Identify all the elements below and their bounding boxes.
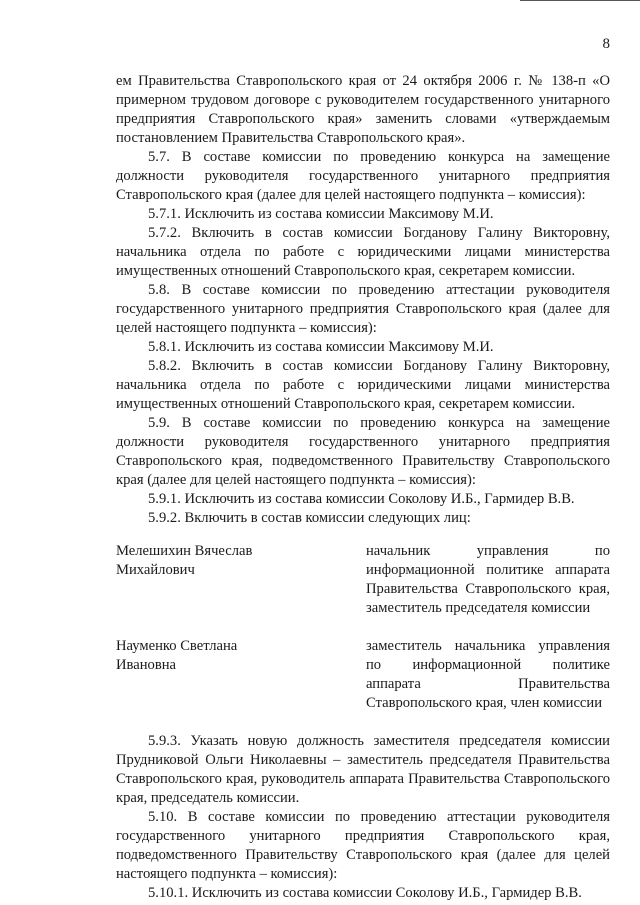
paragraph: 5.8.2. Включить в состав комиссии Богданову Галину Викторовну, начальника отдела по работе с юридическими лицами министерства имущественных отношений Ставропольского края, секретарем комиссии. xyxy=(116,358,610,412)
member-name-line: Михайлович xyxy=(116,562,195,578)
member-name xyxy=(116,542,326,618)
top-edge-line xyxy=(520,0,640,2)
paragraph: 5.8. В составе комиссии по проведению аттестации руководителя государственного унитарного предприятия Ставропольского края (далее для целей настоящего подпункта – комиссия): xyxy=(116,282,610,336)
paragraph: 5.8.1. Исключить из состава комиссии Максимову М.И. xyxy=(148,339,494,355)
member-name-line: Науменко Светлана xyxy=(116,638,238,654)
member-name-line: Мелешихин Вячеслав xyxy=(116,543,253,559)
paragraph: 5.9. В составе комиссии по проведению конкурса на замещение должности руководителя государственного унитарного предприятия Ставропольского края, подведомственного Правительству Ставропольского края (далее для целей настоящего подпункта – комиссия): xyxy=(116,415,610,488)
member-row xyxy=(116,637,610,713)
member-name-line: Ивановна xyxy=(116,657,176,673)
member-row xyxy=(116,542,610,618)
member-position: начальник управления по информационной политике аппарата Правительства Ставропольского края, заместитель председателя комиссии xyxy=(366,543,610,616)
document-body xyxy=(116,72,610,903)
paragraph: 5.9.3. Указать новую должность заместителя председателя комиссии Прудниковой Ольги Николаевны – заместитель председателя Правительства Ставропольского края, руководитель аппарата Правительства Ставропольского края, председатель комиссии. xyxy=(116,733,610,806)
paragraph: 5.9.1. Исключить из состава комиссии Соколову И.Б., Гармидер В.В. xyxy=(148,491,575,507)
paragraph: 5.7. В составе комиссии по проведению конкурса на замещение должности руководителя государственного унитарного предприятия Ставропольского края (далее для целей настоящего подпункта – комиссия): xyxy=(116,149,610,203)
paragraph: 5.7.2. Включить в состав комиссии Богданову Галину Викторовну, начальника отдела по работе с юридическими лицами министерства имущественных отношений Ставропольского края, секретарем комиссии. xyxy=(116,225,610,279)
page-number: 8 xyxy=(602,36,610,52)
paragraph: 5.9.2. Включить в состав комиссии следующих лиц: xyxy=(148,510,471,526)
top-paragraphs xyxy=(116,72,610,528)
paragraph: ем Правительства Ставропольского края от 24 октября 2006 г. № 138-п «О примерном трудовом договоре с руководителем государственного унитарного предприятия Ставропольского края» заменить словами «утверждаемым постановлением Правительства Ставропольского края». xyxy=(116,73,610,146)
bottom-paragraphs xyxy=(116,732,610,903)
paragraph: 5.10.1. Исключить из состава комиссии Соколову И.Б., Гармидер В.В. xyxy=(148,885,582,901)
paragraph: 5.7.1. Исключить из состава комиссии Максимову М.И. xyxy=(148,206,494,222)
member-list xyxy=(116,542,610,713)
member-position: заместитель начальника управления по информационной политике аппарата Правительства Ставропольского края, член комиссии xyxy=(366,638,610,711)
paragraph: 5.10. В составе комиссии по проведению аттестации руководителя государственного унитарного предприятия Ставропольского края, подведомственного Правительству Ставропольского края (далее для целей настоящего подпункта – комиссия): xyxy=(116,809,610,882)
member-name xyxy=(116,637,326,713)
